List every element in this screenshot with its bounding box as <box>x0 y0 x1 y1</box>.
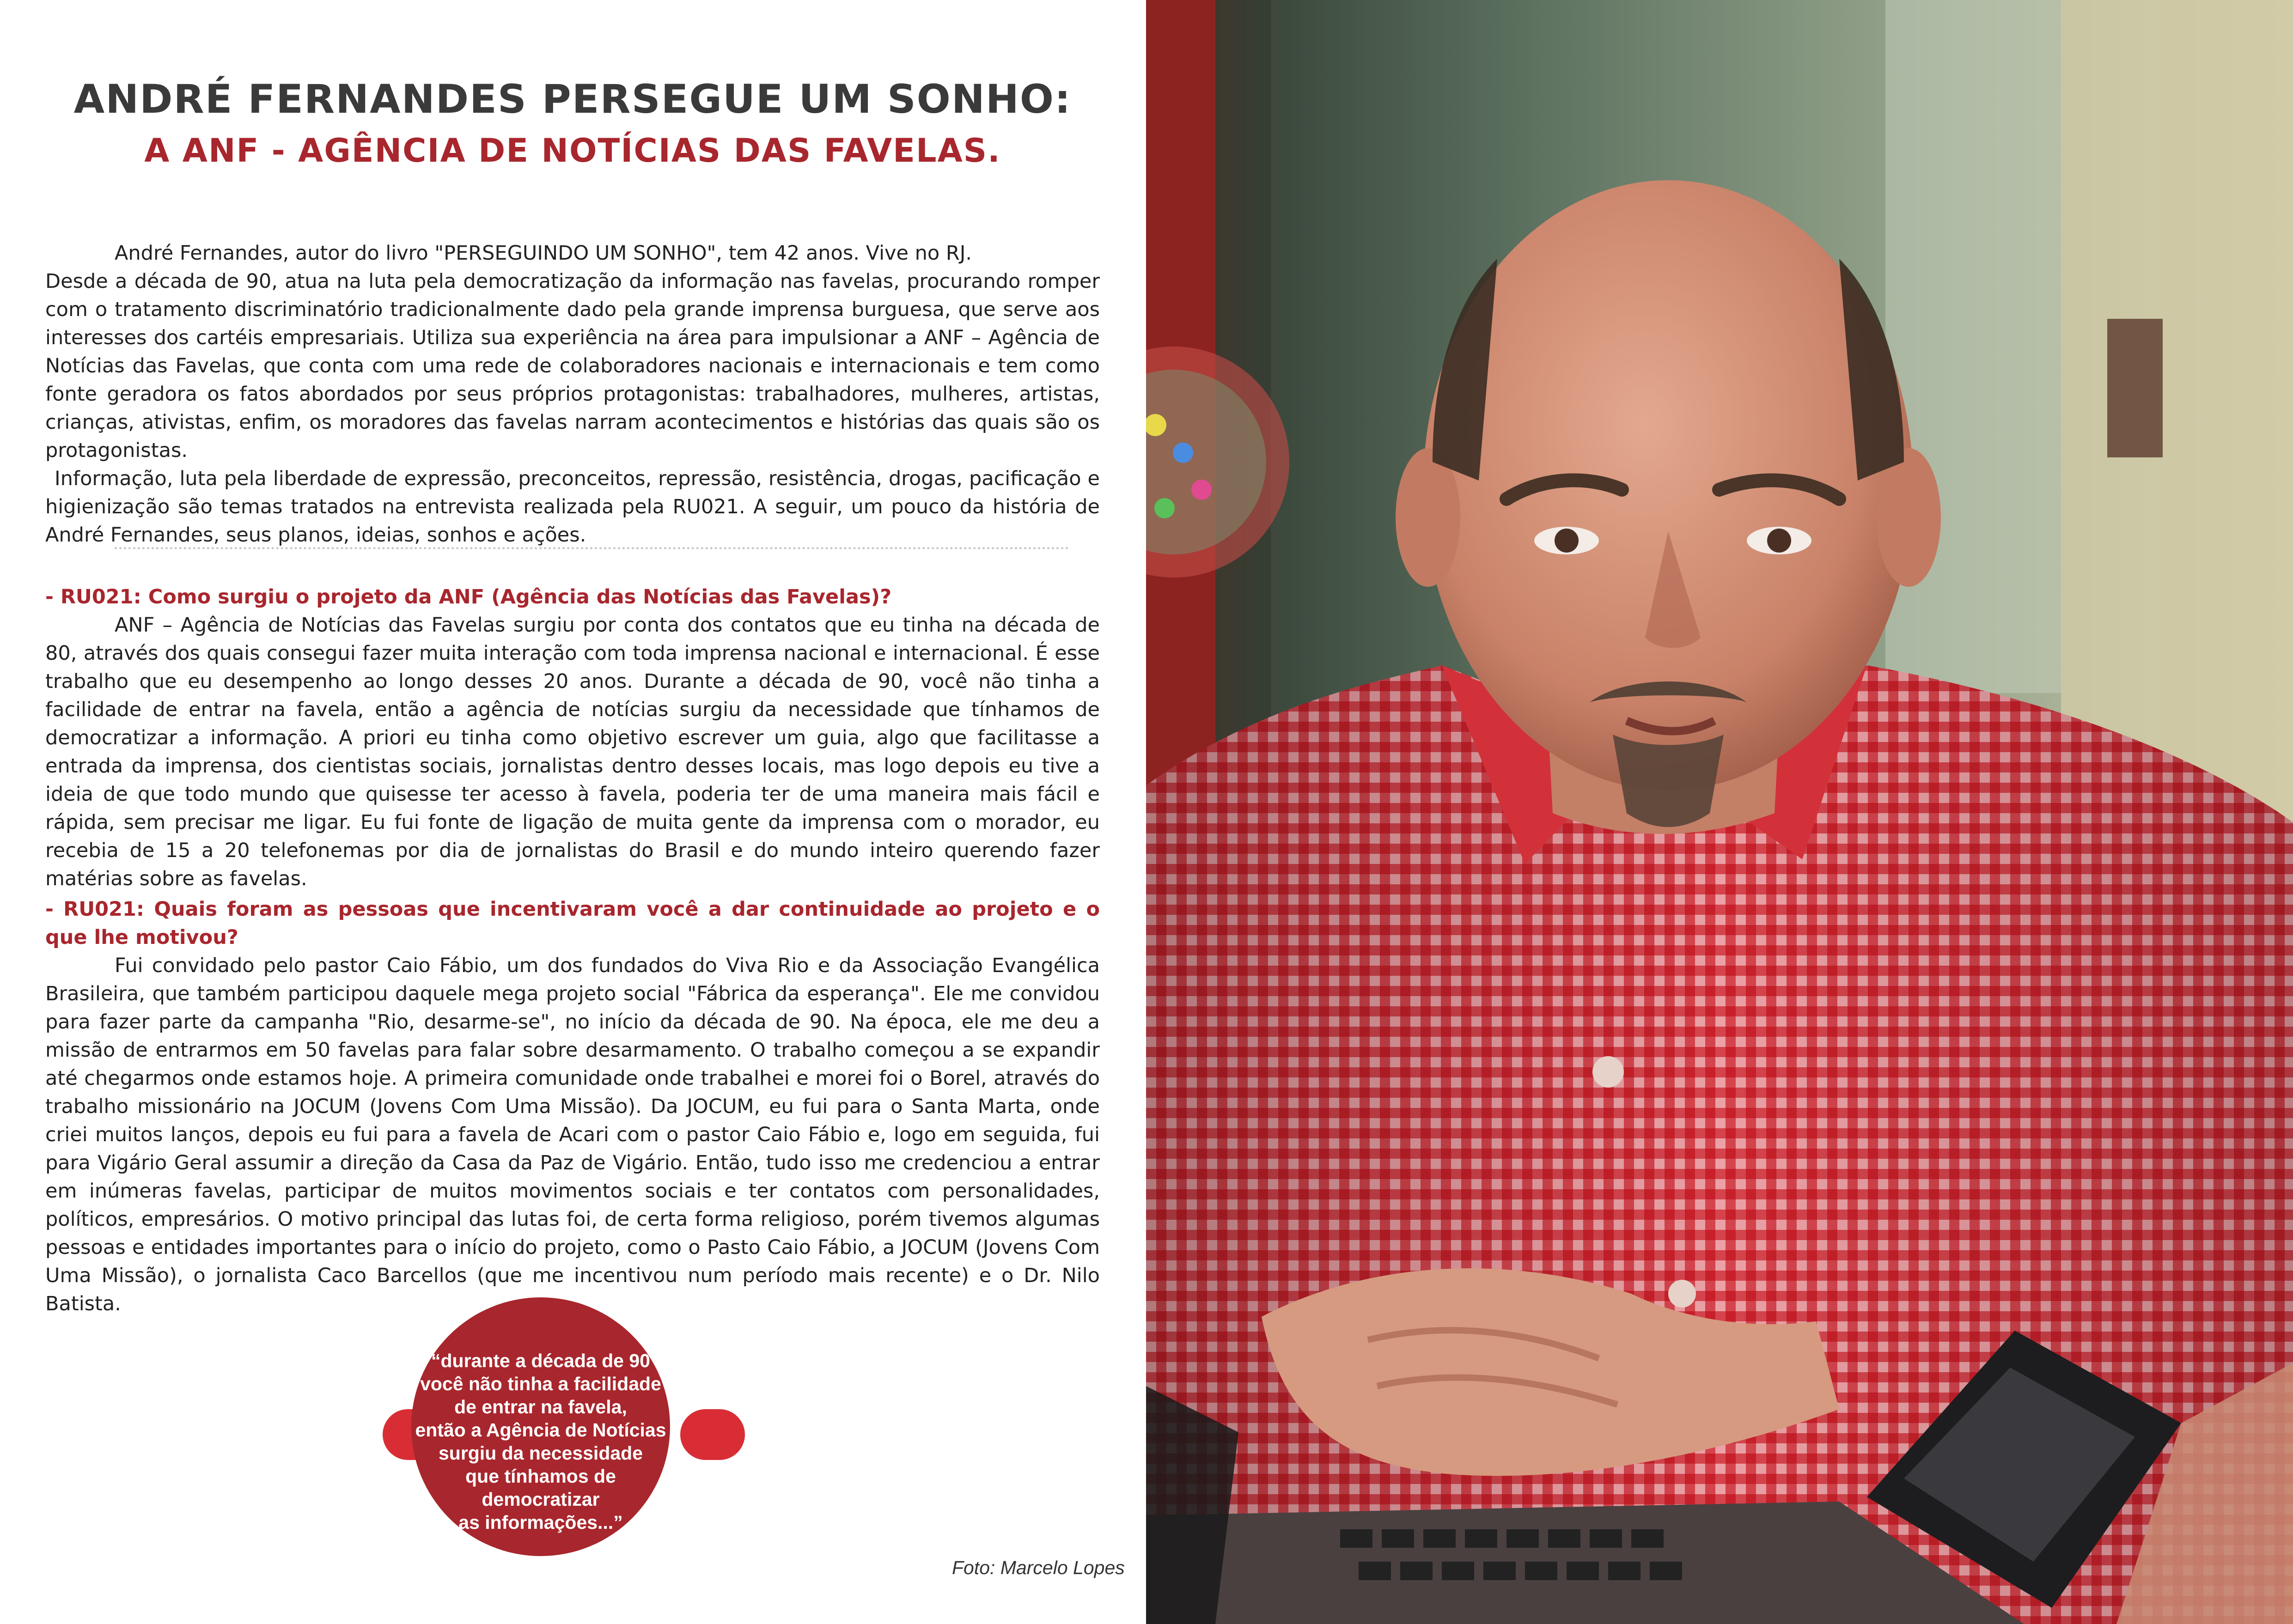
headline-main: ANDRÉ FERNANDES PERSEGUE UM SONHO: <box>73 76 1072 122</box>
pull-quote-line: as informações...” <box>458 1512 623 1533</box>
pull-quote-line: então a Agência de Notícias <box>415 1419 666 1441</box>
pull-quote-line: que tínhamos de democratizar <box>465 1466 616 1510</box>
qa-block-2 <box>45 895 1100 1318</box>
pull-quote-line: “durante a década de 90 <box>431 1350 650 1371</box>
pull-quote-right-tab <box>680 1409 745 1460</box>
pull-quote-line: de entrar na favela, <box>454 1396 627 1417</box>
qa-block-1 <box>45 583 1100 893</box>
intro-paragraph-3: Informação, luta pela liberdade de expressão, preconceitos, repressão, resistência, drogas, pacificação e higienização são temas tratados na entrevista realizada pela RU021. A seguir, um pouco da história de André Fernandes, seus planos, ideias, sonhos e ações. <box>45 467 1100 547</box>
intro-paragraph-2: Desde a década de 90, atua na luta pela democratização da informação nas favelas, procurando romper com o tratamento discriminatório tradicionalmente dado pela grande imprensa burguesa, que serve aos interesses dos cartéis empresariais. Utiliza sua experiência na área para impulsionar a ANF – Agência de Notícias das Favelas, que conta com uma rede de colaboradores nacionais e internacionais e tem como fonte geradora os fatos abordados por seus próprios protagonistas: trabalhadores, mulheres, artistas, crianças, ativistas, enfim, os moradores das favelas narram acontecimentos e histórias das quais são os protagonistas. <box>45 270 1100 462</box>
interview-answer-1: ANF – Agência de Notícias das Favelas surgiu por conta dos contatos que eu tinha na década de 80, através dos quais consegui fazer muita interação com toda imprensa nacional e internacional. É esse trabalho que eu desempenho ao longo desses 20 anos. Durante a década de 90, você não tinha a facilidade de entrar na favela, então a agência de notícias surgiu da necessidade que tínhamos de democratizar a informação. A priori eu tinha como objetivo escrever um guia, algo que facilitasse a entrada da imprensa, dos cientistas sociais, jornalistas dentro desses locais, mas logo depois eu tive a ideia de que todo mundo que quisesse ter acesso à favela, poderia ter de uma maneira mais fácil e rápida, sem precisar me ligar. Eu fui fonte de ligação de muita gente da imprensa com o morador, eu recebia de 15 a 20 telefonemas por dia de jornalistas do Brasil e do mundo inteiro querendo fazer matérias sobre as favelas. <box>45 614 1100 890</box>
intro-section <box>45 239 1100 549</box>
pull-quote <box>411 1349 670 1534</box>
portrait-illustration <box>1146 0 2293 1624</box>
dotted-divider <box>115 547 1069 549</box>
interview-question-2: - RU021: Quais foram as pessoas que incentivaram você a dar continuidade ao projeto e o que lhe motivou? <box>45 898 1100 949</box>
interview-answer-2: Fui convidado pelo pastor Caio Fábio, um dos fundados do Viva Rio e da Associação Evangélica Brasileira, que também participou daquele mega projeto social "Fábrica da esperança". Ele me convidou para fazer parte da campanha "Rio, desarme-se", no início da década de 90. Na época, ele me deu a missão de entrarmos em 50 favelas para falar sobre desarmamento. O trabalho começou a se expandir até chegarmos onde estamos hoje. A primeira comunidade onde trabalhei e morei foi o Borel, através do trabalho missionário na JOCUM (Jovens Com Uma Missão). Da JOCUM, eu fui para o Santa Marta, onde criei muitos lanços, depois eu fui para a favela de Acari com o pastor Caio Fábio e, logo em seguida, fui para Vigário Geral assumir a direção da Casa da Paz de Vigário. Então, tudo isso me credenciou a entrar em inúmeras favelas, participar de muitos movimentos sociais e ter contatos com personalidades, políticos, empresários. O motivo principal das lutas foi, de certa forma religioso, porém tivemos algumas pessoas e entidades importantes para o início do projeto, como o Pasto Caio Fábio, a JOCUM (Jovens Com Uma Missão), o jornalista Caco Barcellos (que me incentivou num período mais recente) e o Dr. Nilo Batista. <box>45 954 1100 1315</box>
interview-question-1: - RU021: Como surgiu o projeto da ANF (Agência das Notícias das Favelas)? <box>45 585 892 608</box>
portrait-photo <box>1146 0 2293 1624</box>
photo-credit: Foto: Marcelo Lopes <box>952 1557 1125 1578</box>
headline-sub: A ANF - AGÊNCIA DE NOTÍCIAS DAS FAVELAS. <box>144 132 1001 170</box>
pull-quote-line: você não tinha a facilidade <box>420 1373 661 1394</box>
intro-paragraph-1: André Fernandes, autor do livro "PERSEGUINDO UM SONHO", tem 42 anos. Vive no RJ. <box>115 242 972 265</box>
pull-quote-line: surgiu da necessidade <box>438 1442 643 1464</box>
